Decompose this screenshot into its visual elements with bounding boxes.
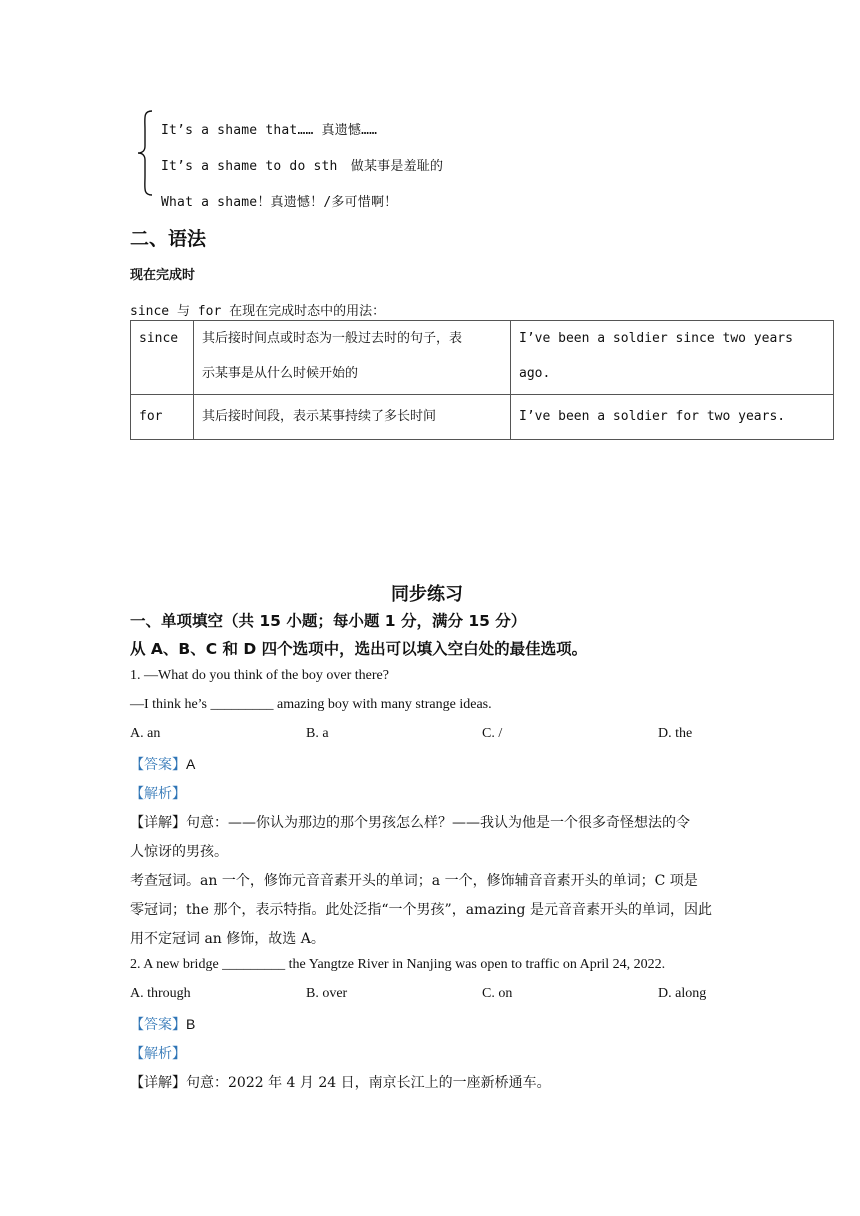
desc-line: 示某事是从什么时候开始的 — [202, 366, 359, 381]
phrase-2: It’s a shame to do sth 做某事是羞耻的 — [161, 159, 444, 174]
answer-value: A — [186, 756, 196, 772]
option-d: D. along — [658, 986, 707, 1001]
table-row — [131, 321, 834, 395]
detail-line: 【详解】句意：——你认为那边的那个男孩怎么样？——我认为他是一个很多奇怪想法的令 — [130, 815, 690, 831]
detail-line: 用不定冠词 an 修饰，故选 A。 — [130, 931, 325, 947]
table-cell-word: since — [131, 321, 194, 395]
table-cell-example: I’ve been a soldier since two years ago. — [511, 321, 834, 395]
answer-label: 【答案】 — [130, 757, 186, 773]
grammar-intro: since 与 for 在现在完成时态中的用法： — [130, 304, 386, 319]
table-cell-word: for — [131, 395, 194, 440]
option-a: A. through — [130, 986, 191, 1001]
practice-title: 同步练习 — [391, 584, 463, 605]
answer-label: 【答案】 — [130, 1017, 186, 1033]
option-d: D. the — [658, 726, 693, 741]
grammar-subheading: 现在完成时 — [130, 268, 196, 283]
analysis-label: 【解析】 — [130, 1046, 186, 1062]
option-b: B. a — [306, 726, 329, 741]
desc-line: 其后接时间点或时态为一般过去时的句子，表 — [202, 331, 463, 346]
grammar-table — [130, 320, 834, 440]
option-a: A. an — [130, 726, 161, 741]
detail-line: 考查冠词。an 一个，修饰元音音素开头的单词；a 一个，修饰辅音音素开头的单词；C 项是 — [130, 873, 698, 889]
question-1-line-1: 1. —What do you think of the boy over there? — [130, 668, 389, 683]
answer-value: B — [186, 1016, 196, 1032]
section-instruction: 从 A、B、C 和 D 四个选项中，选出可以填入空白处的最佳选项。 — [130, 640, 588, 658]
phrase-1: It’s a shame that…… 真遗憾…… — [161, 123, 378, 138]
detail-line: 【详解】句意：2022 年 4 月 24 日，南京长江上的一座新桥通车。 — [130, 1075, 551, 1091]
table-cell-desc — [194, 321, 511, 395]
table-cell-example: I’ve been a soldier for two years. — [511, 395, 834, 440]
section-heading: 一、单项填空（共 15 小题；每小题 1 分，满分 15 分） — [130, 612, 527, 630]
grammar-heading: 二、语法 — [130, 228, 207, 250]
answer-line-2 — [130, 1014, 195, 1034]
option-b: B. over — [306, 986, 348, 1001]
answer-line-1 — [130, 754, 195, 774]
analysis-label: 【解析】 — [130, 786, 186, 802]
question-2-line-1: 2. A new bridge _________ the Yangtze River in Nanjing was open to traffic on April 24, 2022. — [130, 957, 666, 972]
table-row — [131, 395, 834, 440]
detail-line: 人惊讶的男孩。 — [130, 844, 228, 860]
option-c: C. / — [482, 726, 503, 741]
phrase-3: What a shame！真遗憾！/多可惜啊！ — [161, 195, 398, 210]
question-1-line-2: —I think he’s _________ amazing boy with many strange ideas. — [130, 697, 492, 712]
table-cell-desc: 其后接时间段，表示某事持续了多长时间 — [194, 395, 511, 440]
brace-icon — [137, 110, 155, 196]
detail-line: 零冠词；the 那个，表示特指。此处泛指“一个男孩”，amazing 是元音音素开头的单词，因此 — [130, 902, 712, 918]
option-c: C. on — [482, 986, 513, 1001]
